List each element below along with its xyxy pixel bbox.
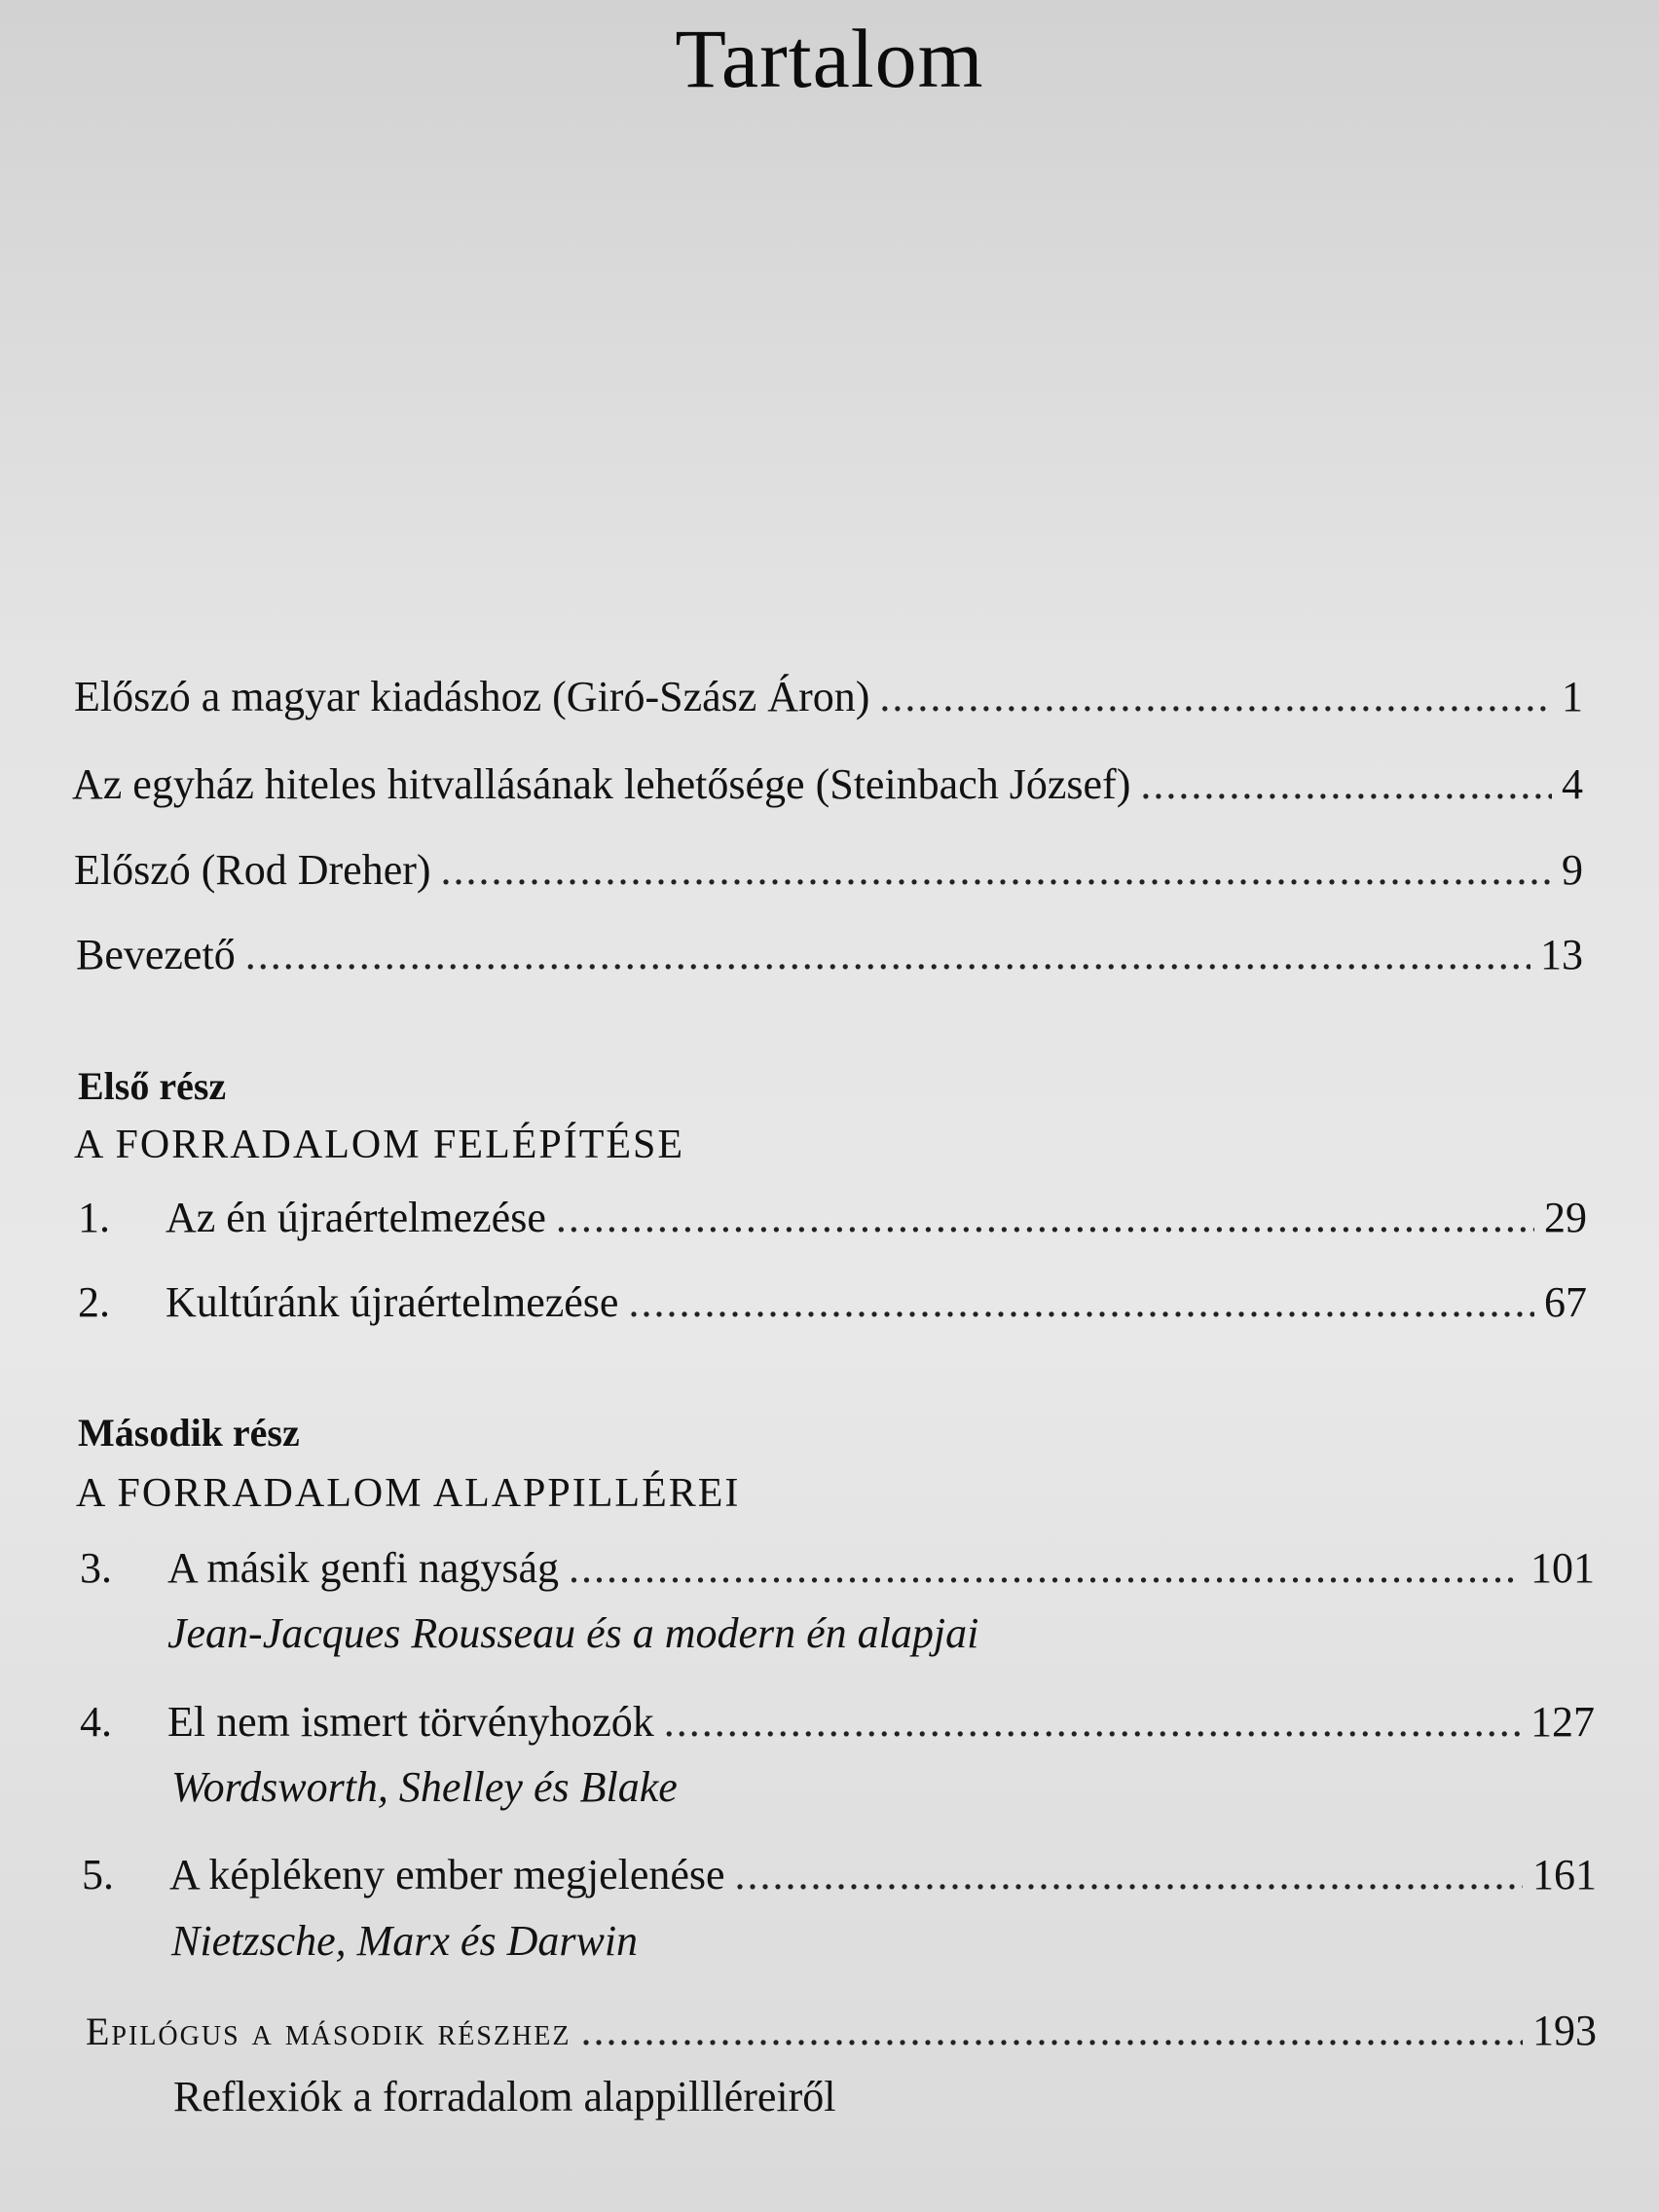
chapter-entry: [78, 1193, 1587, 1242]
dot-leader: [735, 1850, 1523, 1899]
page-title: Tartalom: [675, 12, 984, 105]
toc-entry-title: Az egyház hiteles hitvallásának lehetősége (Steinbach József): [72, 760, 1131, 808]
toc-entry: [74, 672, 1583, 721]
part-heading: Második rész: [78, 1411, 300, 1455]
chapter-entry: [78, 1277, 1587, 1327]
toc-entry-page: 1: [1562, 673, 1583, 720]
chapter-entry: [82, 1850, 1597, 1899]
chapter-subtitle: Nietzsche, Marx és Darwin: [171, 1917, 639, 1965]
toc-entry: [74, 845, 1583, 895]
dot-leader: [628, 1277, 1534, 1327]
chapter-subtitle: Wordsworth, Shelley és Blake: [171, 1763, 678, 1811]
part-title: A FORRADALOM ALAPPILLÉREI: [76, 1471, 741, 1516]
chapter-subtitle: Jean-Jacques Rousseau és a modern én alapjai: [167, 1609, 979, 1657]
toc-entry: [72, 759, 1583, 809]
chapter-title: Kultúránk újraértelmezése: [166, 1278, 619, 1326]
toc-entry-title: Bevezető: [76, 931, 236, 978]
part-title: A FORRADALOM FELÉPÍTÉSE: [74, 1123, 685, 1167]
chapter-title: El nem ismert törvényhozók: [167, 1698, 654, 1746]
chapter-title: A másik genfi nagyság: [167, 1544, 560, 1592]
chapter-number: 4.: [80, 1698, 112, 1746]
dot-leader: [245, 930, 1530, 979]
dot-leader: [556, 1193, 1534, 1242]
epilogue-entry: [86, 2006, 1597, 2055]
dot-leader: [441, 845, 1552, 895]
dot-leader: [580, 2006, 1523, 2055]
epilogue-title: Epilógus a második részhez: [86, 2009, 571, 2053]
toc-entry-title: Előszó (Rod Dreher): [74, 846, 431, 894]
toc-entry-page: 4: [1562, 760, 1583, 808]
chapter-page: 101: [1530, 1544, 1595, 1592]
dot-leader: [1140, 759, 1552, 809]
chapter-page: 29: [1544, 1194, 1587, 1241]
chapter-number: 5.: [82, 1851, 114, 1899]
toc-entry-page: 13: [1540, 931, 1583, 978]
chapter-number: 2.: [78, 1278, 110, 1326]
dot-leader: [879, 672, 1552, 721]
chapter-page: 127: [1530, 1698, 1595, 1746]
chapter-title: Az én újraértelmezése: [166, 1194, 546, 1241]
toc-entry: [76, 930, 1583, 979]
epilogue-page: 193: [1532, 2007, 1597, 2054]
part-heading: Első rész: [78, 1064, 227, 1108]
epilogue-subtitle: Reflexiók a forradalom alappillléreiről: [173, 2073, 836, 2120]
chapter-number: 1.: [78, 1194, 110, 1241]
chapter-page: 161: [1532, 1851, 1597, 1899]
dot-leader: [664, 1697, 1521, 1747]
chapter-page: 67: [1544, 1278, 1587, 1326]
dot-leader: [569, 1543, 1521, 1593]
chapter-entry: [80, 1543, 1595, 1593]
chapter-entry: [80, 1697, 1595, 1747]
toc-entry-page: 9: [1562, 846, 1583, 894]
chapter-number: 3.: [80, 1544, 112, 1592]
chapter-title: A képlékeny ember megjelenése: [169, 1851, 725, 1899]
toc-entry-title: Előszó a magyar kiadáshoz (Giró-Szász Áron): [74, 673, 870, 720]
